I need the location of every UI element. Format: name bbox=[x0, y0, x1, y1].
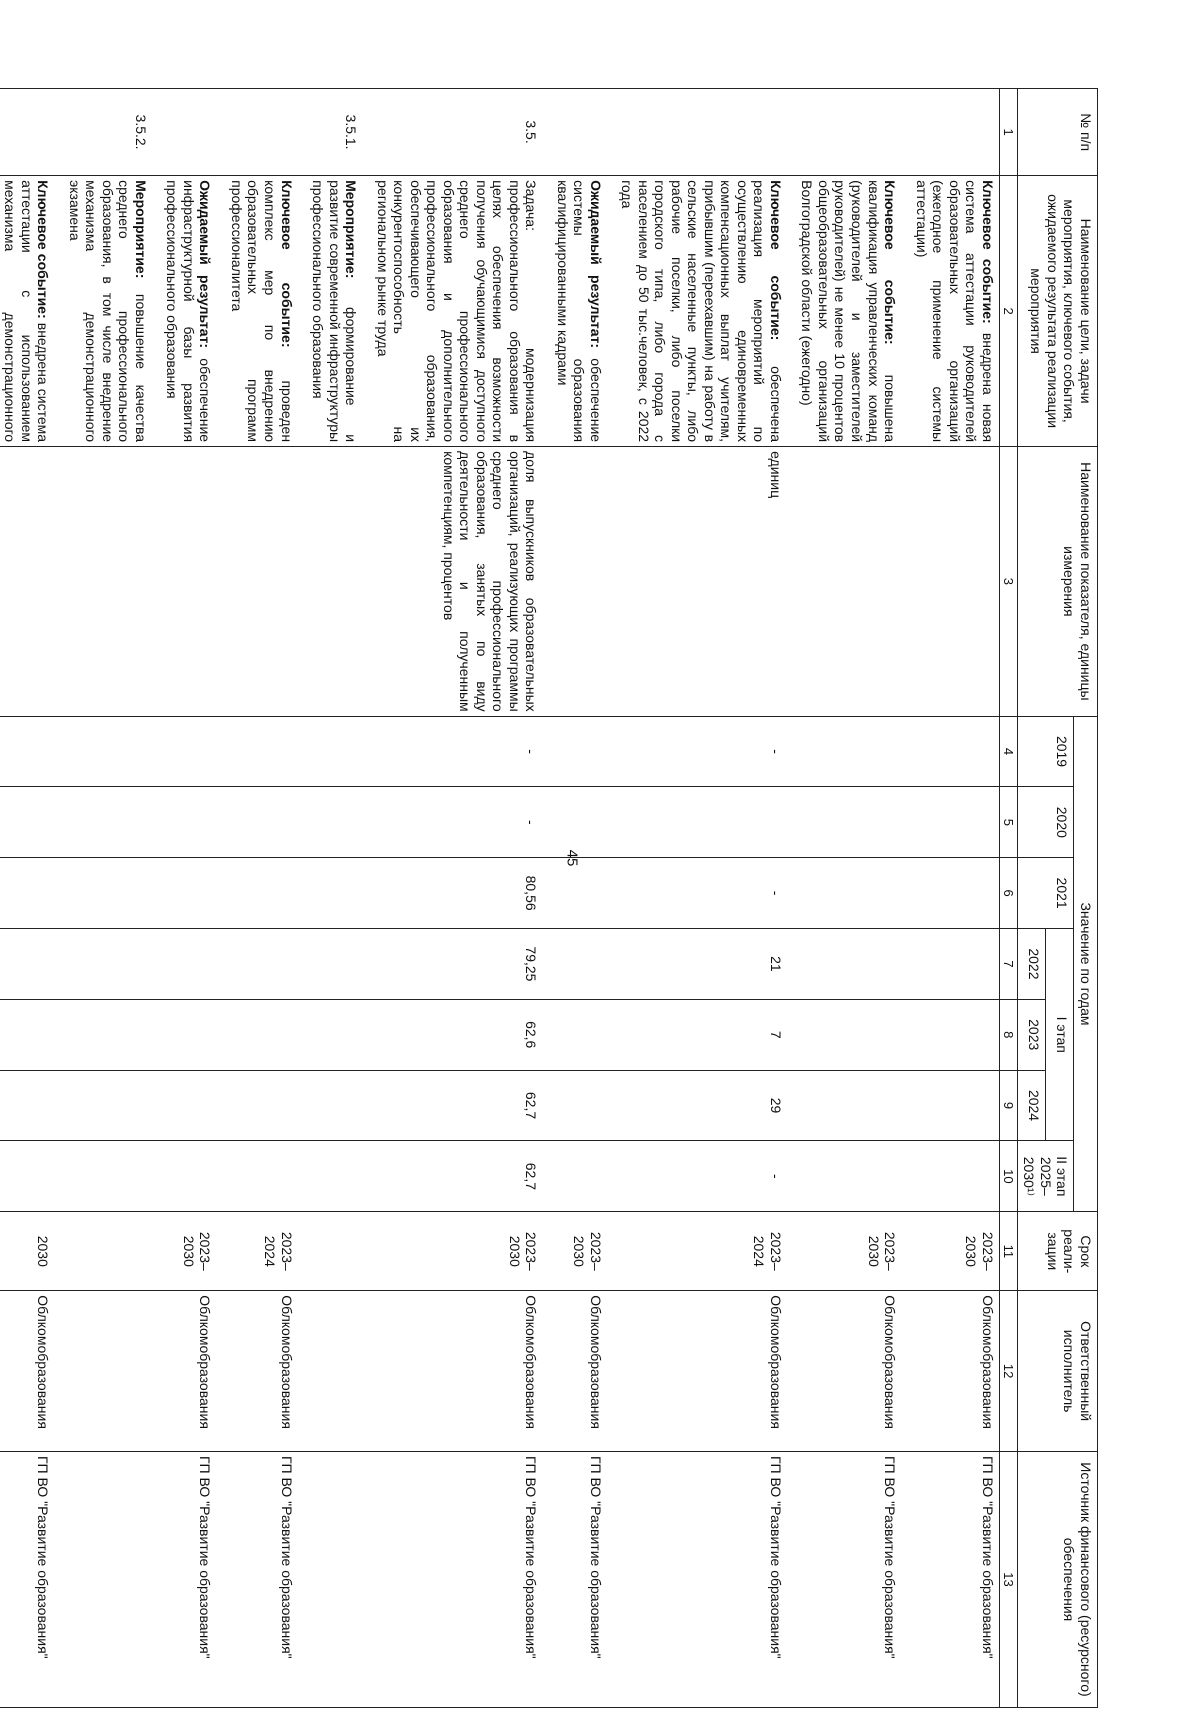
header-year-2020: 2020 bbox=[1017, 787, 1074, 858]
value-2021 bbox=[0, 858, 63, 929]
row-label: Ключевое событие: bbox=[767, 180, 784, 341]
value-2019 bbox=[910, 716, 999, 787]
value-2021 bbox=[161, 858, 226, 929]
row-executor bbox=[307, 1291, 372, 1452]
row-label: Ожидаемый результат: bbox=[587, 180, 604, 349]
row-executor: Облкомобразования bbox=[371, 1291, 551, 1452]
row-label: Ожидаемый результат: bbox=[197, 180, 214, 349]
value-2020 bbox=[225, 787, 306, 858]
row-name bbox=[307, 176, 372, 447]
table-row bbox=[616, 89, 796, 1708]
value-2022 bbox=[910, 929, 999, 1000]
row-indicator bbox=[63, 447, 161, 717]
row-term: 2023–2024 bbox=[616, 1212, 796, 1291]
header-stage-1: I этап bbox=[1046, 929, 1074, 1141]
header-executor: Ответственный исполнитель bbox=[1017, 1291, 1097, 1452]
value-2022 bbox=[225, 929, 306, 1000]
value-2020 bbox=[551, 787, 616, 858]
value-2020 bbox=[0, 787, 63, 858]
row-number bbox=[551, 89, 616, 176]
row-executor: Облкомобразования bbox=[0, 1291, 63, 1452]
page-number: 45 bbox=[563, 849, 581, 867]
row-source: ГП ВО "Развитие образования" bbox=[161, 1451, 226, 1707]
row-text: внедрена система аттестации с использованием механизма демонстрационного bbox=[2, 180, 52, 443]
table-row bbox=[910, 89, 999, 1708]
column-number: 9 bbox=[999, 1070, 1017, 1141]
value-2024 bbox=[910, 1070, 999, 1141]
row-executor bbox=[63, 1291, 161, 1452]
rotated-table-sheet bbox=[2, 88, 1098, 1708]
value-stage-2: - bbox=[616, 1141, 796, 1212]
value-stage-2: 62,7 bbox=[371, 1141, 551, 1212]
value-2024: 62,7 bbox=[371, 1070, 551, 1141]
row-source bbox=[63, 1451, 161, 1707]
header-number: № п/п bbox=[1017, 89, 1097, 176]
header-column-numbers bbox=[999, 89, 1017, 1708]
value-2020 bbox=[161, 787, 226, 858]
value-2022 bbox=[63, 929, 161, 1000]
value-2021 bbox=[796, 858, 910, 929]
value-2021 bbox=[225, 858, 306, 929]
table-row bbox=[307, 89, 372, 1708]
value-2020: - bbox=[371, 787, 551, 858]
measures-table bbox=[0, 88, 1098, 1708]
value-2024: 29 bbox=[616, 1070, 796, 1141]
column-number: 13 bbox=[999, 1451, 1017, 1707]
header-year-2021: 2021 bbox=[1017, 858, 1074, 929]
row-source: ГП ВО "Развитие образования" bbox=[910, 1451, 999, 1707]
value-2023 bbox=[63, 999, 161, 1070]
table-row bbox=[63, 89, 161, 1708]
row-executor: Облкомобразования bbox=[161, 1291, 226, 1452]
value-2019 bbox=[307, 716, 372, 787]
row-name bbox=[161, 176, 226, 447]
column-number: 2 bbox=[999, 176, 1017, 447]
row-name bbox=[63, 176, 161, 447]
value-stage-2 bbox=[796, 1141, 910, 1212]
row-text: Задача: модернизация профессионального образования в целях обеспечения возможности получения обучающимися доступного среднего профессионального образования и дополнительного профессионального образования, обеспечивающего их конкурентоспособность на региональном рынке труда bbox=[374, 180, 540, 443]
row-source: ГП ВО "Развитие образования" bbox=[371, 1451, 551, 1707]
row-indicator: доля выпускников образовательных организаций, реализующих программы среднего профессионального образования, занятых по виду деятельности и полученным компетенциям, процентов bbox=[371, 447, 551, 717]
value-stage-2 bbox=[0, 1141, 63, 1212]
row-number: 3.5. bbox=[371, 89, 551, 176]
header-year-2019: 2019 bbox=[1017, 716, 1074, 787]
value-2024 bbox=[0, 1070, 63, 1141]
value-2023 bbox=[0, 999, 63, 1070]
row-label: Мероприятие: bbox=[132, 180, 149, 279]
value-2019 bbox=[551, 716, 616, 787]
value-2019 bbox=[161, 716, 226, 787]
table-body bbox=[0, 89, 999, 1708]
value-2021: 80,56 bbox=[371, 858, 551, 929]
value-2023 bbox=[551, 999, 616, 1070]
row-number bbox=[616, 89, 796, 176]
value-2023: 62,6 bbox=[371, 999, 551, 1070]
value-2023 bbox=[161, 999, 226, 1070]
row-source: ГП ВО "Развитие образования" bbox=[0, 1451, 63, 1707]
row-number bbox=[161, 89, 226, 176]
row-text: проведен комплекс мер по внедрению образовательных программ профессионалитета bbox=[228, 180, 295, 443]
row-label: Мероприятие: bbox=[343, 180, 360, 279]
value-2022 bbox=[796, 929, 910, 1000]
value-2021 bbox=[910, 858, 999, 929]
row-number bbox=[796, 89, 910, 176]
value-stage-2 bbox=[225, 1141, 306, 1212]
header-year-2023: 2023 bbox=[1017, 999, 1045, 1070]
column-number: 1 bbox=[999, 89, 1017, 176]
row-term: 2023–2030 bbox=[371, 1212, 551, 1291]
value-2022 bbox=[551, 929, 616, 1000]
row-label: Ключевое событие: bbox=[35, 180, 52, 319]
row-executor: Облкомобразования bbox=[551, 1291, 616, 1452]
row-indicator bbox=[0, 447, 63, 717]
value-2021 bbox=[63, 858, 161, 929]
value-2024 bbox=[307, 1070, 372, 1141]
value-2020 bbox=[910, 787, 999, 858]
row-name bbox=[910, 176, 999, 447]
row-term bbox=[63, 1212, 161, 1291]
value-2021: - bbox=[616, 858, 796, 929]
value-2023: 7 bbox=[616, 999, 796, 1070]
value-2023 bbox=[796, 999, 910, 1070]
value-stage-2 bbox=[910, 1141, 999, 1212]
row-label: Ключевое событие: bbox=[278, 180, 295, 348]
header-values-group: Значение по годам bbox=[1074, 716, 1098, 1212]
row-indicator bbox=[796, 447, 910, 717]
row-term: 2023–2024 bbox=[225, 1212, 306, 1291]
value-2024 bbox=[161, 1070, 226, 1141]
value-2020 bbox=[63, 787, 161, 858]
row-source bbox=[307, 1451, 372, 1707]
header-source: Источник финансового (ресурсного) обеспечения bbox=[1017, 1451, 1097, 1707]
row-indicator: единиц bbox=[616, 447, 796, 717]
row-executor: Облкомобразования bbox=[225, 1291, 306, 1452]
row-executor: Облкомобразования bbox=[796, 1291, 910, 1452]
value-2024 bbox=[63, 1070, 161, 1141]
row-name bbox=[796, 176, 910, 447]
column-number: 3 bbox=[999, 447, 1017, 717]
row-name bbox=[551, 176, 616, 447]
row-indicator bbox=[910, 447, 999, 717]
value-stage-2 bbox=[161, 1141, 226, 1212]
header-stage-2: II этап 2025–2030¹⁾ bbox=[1017, 1141, 1074, 1212]
row-text: обеспечена реализация мероприятий по осуществлению единовременных компенсационных выплат учителям, прибывшим (переехавшим) на работу в сельские населенные пункты, либо рабочие поселки, либо поселки городского типа, либо города с населением до 50 тыс.человек, с 2022 года bbox=[619, 180, 784, 443]
value-2019 bbox=[63, 716, 161, 787]
row-indicator bbox=[161, 447, 226, 717]
value-2024 bbox=[796, 1070, 910, 1141]
value-2023 bbox=[307, 999, 372, 1070]
value-2019 bbox=[225, 716, 306, 787]
value-2020 bbox=[796, 787, 910, 858]
row-name bbox=[225, 176, 306, 447]
value-2020 bbox=[307, 787, 372, 858]
value-2023 bbox=[225, 999, 306, 1070]
value-2022 bbox=[307, 929, 372, 1000]
row-number: 3.5.2. bbox=[63, 89, 161, 176]
row-name bbox=[0, 176, 63, 447]
header-year-2022: 2022 bbox=[1017, 929, 1045, 1000]
column-number: 12 bbox=[999, 1291, 1017, 1452]
header-name: Наименование цели, задачи мероприятия, ключевого события, ожидаемого результата реализации мероприятия bbox=[1017, 176, 1097, 447]
value-2022 bbox=[161, 929, 226, 1000]
column-number: 10 bbox=[999, 1141, 1017, 1212]
row-label: Ключевое событие: bbox=[979, 180, 996, 324]
row-executor: Облкомобразования bbox=[910, 1291, 999, 1452]
header-term: Срок реали-зации bbox=[1017, 1212, 1097, 1291]
table-header bbox=[999, 89, 1097, 1708]
row-name bbox=[371, 176, 551, 447]
value-2022: 79,25 bbox=[371, 929, 551, 1000]
table-row bbox=[161, 89, 226, 1708]
value-2024 bbox=[225, 1070, 306, 1141]
row-number bbox=[0, 89, 63, 176]
row-number bbox=[225, 89, 306, 176]
row-name bbox=[616, 176, 796, 447]
table-row bbox=[371, 89, 551, 1708]
value-stage-2 bbox=[551, 1141, 616, 1212]
row-text: внедрена новая система аттестации руководителей образовательных организаций (ежегодное применение системы аттестации) bbox=[913, 180, 996, 443]
row-source: ГП ВО "Развитие образования" bbox=[551, 1451, 616, 1707]
row-term: 2023–2030 bbox=[161, 1212, 226, 1291]
row-term: 2023–2030 bbox=[796, 1212, 910, 1291]
row-text: обеспечение системы образования квалифицированными кадрами bbox=[554, 180, 604, 443]
value-2019: - bbox=[371, 716, 551, 787]
value-2021 bbox=[307, 858, 372, 929]
value-2023 bbox=[910, 999, 999, 1070]
table-row bbox=[225, 89, 306, 1708]
value-2020 bbox=[616, 787, 796, 858]
row-text: повышение качества среднего профессионального образования, в том числе внедрение механизма демонстрационного экзамена bbox=[66, 180, 149, 443]
row-text: формирование и развитие современной инфраструктуры профессионального образования bbox=[310, 180, 360, 443]
row-term bbox=[307, 1212, 372, 1291]
value-2019: - bbox=[616, 716, 796, 787]
row-number bbox=[910, 89, 999, 176]
column-number: 5 bbox=[999, 787, 1017, 858]
value-2021 bbox=[551, 858, 616, 929]
column-number: 4 bbox=[999, 716, 1017, 787]
row-indicator bbox=[551, 447, 616, 717]
table-row bbox=[796, 89, 910, 1708]
row-text: повышена квалификация управленческих команд (руководителей и заместителей руководителей) не менее 10 процентов общеобразовательных организаций Волгоградской области (ежегодно) bbox=[799, 180, 899, 443]
value-2019 bbox=[0, 716, 63, 787]
header-indicator: Наименование показателя, единицы измерения bbox=[1017, 447, 1097, 717]
row-executor: Облкомобразования bbox=[616, 1291, 796, 1452]
value-stage-2 bbox=[307, 1141, 372, 1212]
column-number: 6 bbox=[999, 858, 1017, 929]
row-term: 2023–2030 bbox=[551, 1212, 616, 1291]
row-term: 2023–2030 bbox=[910, 1212, 999, 1291]
row-source: ГП ВО "Развитие образования" bbox=[796, 1451, 910, 1707]
row-indicator bbox=[307, 447, 372, 717]
row-label: Ключевое событие: bbox=[882, 180, 899, 345]
row-source: ГП ВО "Развитие образования" bbox=[225, 1451, 306, 1707]
value-2022: 21 bbox=[616, 929, 796, 1000]
column-number: 11 bbox=[999, 1212, 1017, 1291]
value-2019 bbox=[796, 716, 910, 787]
table-row bbox=[551, 89, 616, 1708]
row-indicator bbox=[225, 447, 306, 717]
value-2024 bbox=[551, 1070, 616, 1141]
value-stage-2 bbox=[63, 1141, 161, 1212]
row-text: обеспечение инфраструктурной базы развития профессионального образования bbox=[164, 180, 214, 443]
table-row bbox=[0, 89, 63, 1708]
header-year-2024: 2024 bbox=[1017, 1070, 1045, 1141]
column-number: 8 bbox=[999, 999, 1017, 1070]
row-term: 2030 bbox=[0, 1212, 63, 1291]
value-2022 bbox=[0, 929, 63, 1000]
row-source: ГП ВО "Развитие образования" bbox=[616, 1451, 796, 1707]
row-number: 3.5.1. bbox=[307, 89, 372, 176]
column-number: 7 bbox=[999, 929, 1017, 1000]
